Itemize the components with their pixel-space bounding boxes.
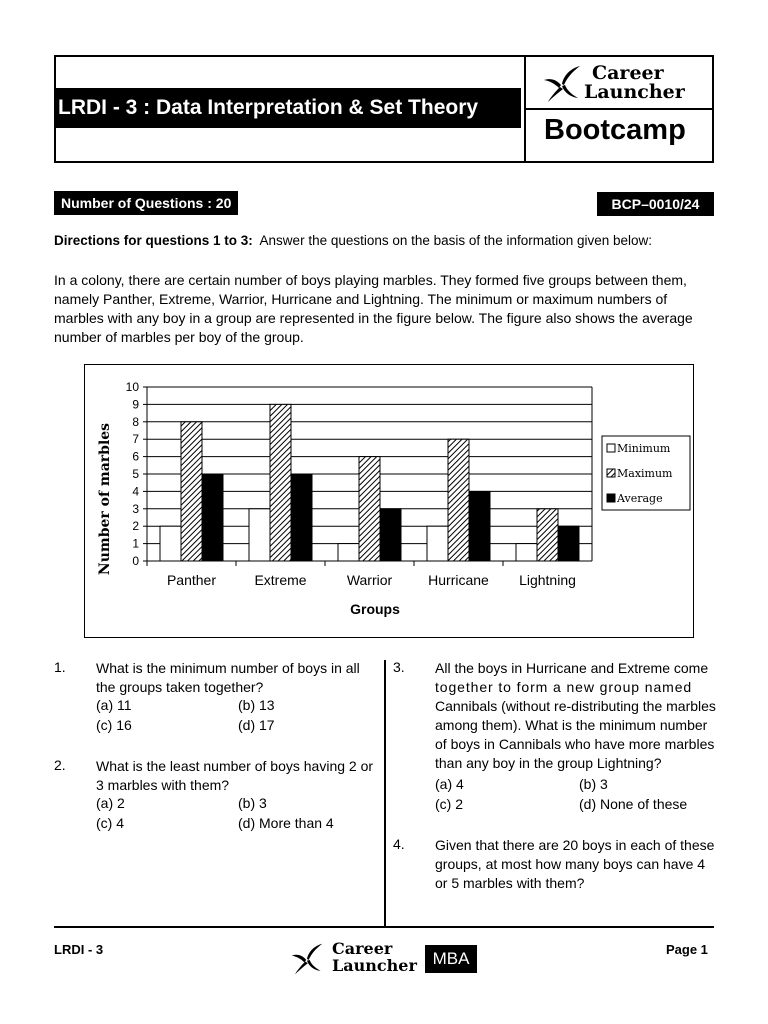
logo-swoosh-icon xyxy=(542,64,582,104)
bar-average xyxy=(291,474,312,561)
question-line: than any boy in the group Lightning? xyxy=(435,755,662,771)
legend-label: Average xyxy=(617,492,663,505)
q2-number: 2. xyxy=(54,757,66,773)
passage-line: marbles with any boy in a group are represented in the figure below. The figure also shows the average xyxy=(54,310,693,326)
passage-line: namely Panther, Extreme, Warrior, Hurricane and Lightning. The minimum or maximum numbers of xyxy=(54,291,668,307)
question-count-badge: Number of Questions : 20 xyxy=(54,191,238,215)
mba-badge: MBA xyxy=(425,945,477,973)
q2-option-d[interactable]: (d) More than 4 xyxy=(238,815,334,831)
x-tick-label: Lightning xyxy=(519,572,576,588)
legend-label: Maximum xyxy=(617,467,673,480)
q2-option-b[interactable]: (b) 3 xyxy=(238,795,267,811)
q1-option-c[interactable]: (c) 16 xyxy=(96,717,132,733)
q3-option-b[interactable]: (b) 3 xyxy=(579,776,608,792)
question-line: Cannibals (without re-distributing the marbles xyxy=(435,698,716,714)
footer-logo-line1: Career xyxy=(332,939,393,958)
logo-line1: Career xyxy=(592,62,664,84)
legend-swatch xyxy=(607,494,615,502)
question-line: Given that there are 20 boys in each of these xyxy=(435,837,715,853)
bar-maximum xyxy=(537,509,558,561)
x-tick-label: Extreme xyxy=(254,572,307,588)
career-launcher-logo xyxy=(540,62,710,104)
footer-logo xyxy=(290,940,440,978)
passage-line: In a colony, there are certain number of boys playing marbles. They formed five groups between them, xyxy=(54,272,687,288)
y-tick-label: 10 xyxy=(125,380,139,394)
q3-option-c[interactable]: (c) 2 xyxy=(435,796,463,812)
legend-swatch xyxy=(607,444,615,452)
bar-average xyxy=(202,474,223,561)
bar-maximum xyxy=(359,457,380,561)
q3-number: 3. xyxy=(393,659,405,675)
q1-option-a[interactable]: (a) 11 xyxy=(96,697,132,713)
header-hline xyxy=(524,108,714,110)
q3-option-a[interactable]: (a) 4 xyxy=(435,776,464,792)
chart-legend xyxy=(602,436,690,510)
question-line: the groups taken together? xyxy=(96,679,264,695)
question-line: of boys in Cannibals who have more marbles xyxy=(435,736,715,752)
legend-label: Minimum xyxy=(617,442,671,455)
q2-option-c[interactable]: (c) 4 xyxy=(96,815,124,831)
y-tick-label: 9 xyxy=(132,397,139,412)
footer-logo-line2: Launcher xyxy=(332,956,417,975)
bar-average xyxy=(469,491,490,561)
q1-number: 1. xyxy=(54,659,66,675)
x-tick-label: Warrior xyxy=(346,572,393,588)
directions xyxy=(54,233,714,248)
footer-section: LRDI - 3 xyxy=(54,942,104,957)
q1-option-d[interactable]: (d) 17 xyxy=(238,717,275,733)
page-title: LRDI - 3 : Data Interpretation & Set Theory xyxy=(54,88,521,128)
directions-label: Directions for questions 1 to 3: xyxy=(54,233,253,248)
bar-chart xyxy=(84,364,694,638)
bar-maximum xyxy=(270,404,291,561)
logo-line2: Launcher xyxy=(584,81,685,103)
q3-option-d[interactable]: (d) None of these xyxy=(579,796,688,812)
bar-maximum xyxy=(181,422,202,561)
question-line: All the boys in Hurricane and Extreme come xyxy=(435,660,709,676)
q4-number: 4. xyxy=(393,836,405,852)
bar-average xyxy=(380,509,401,561)
y-tick-label: 4 xyxy=(132,484,139,499)
question-line: 3 marbles with them? xyxy=(96,777,230,793)
question-line: together to form a new group named xyxy=(435,679,693,695)
page-number: Page 1 xyxy=(666,942,708,957)
paper-code-badge: BCP–0010/24 xyxy=(597,192,714,216)
program-name: Bootcamp xyxy=(544,114,686,146)
q3-text xyxy=(435,659,720,773)
q1-option-b[interactable]: (b) 13 xyxy=(238,697,275,713)
x-tick-label: Panther xyxy=(166,572,217,588)
y-tick-label: 8 xyxy=(132,414,139,429)
bar-minimum xyxy=(338,544,359,561)
logo-swoosh-icon xyxy=(290,942,324,976)
question-line: or 5 marbles with them? xyxy=(435,875,585,891)
question-line: What is the minimum number of boys in all xyxy=(96,660,360,676)
y-tick-label: 3 xyxy=(132,501,139,516)
passage xyxy=(54,271,719,347)
bar-minimum xyxy=(249,509,270,561)
column-divider xyxy=(384,660,386,926)
y-tick-label: 1 xyxy=(132,536,139,551)
q4-text xyxy=(435,836,720,893)
bar-minimum xyxy=(160,526,181,561)
footer-rule xyxy=(54,926,714,928)
question-line: What is the least number of boys having 2 or xyxy=(96,758,374,774)
bar-minimum xyxy=(427,526,448,561)
bar-average xyxy=(558,526,579,561)
question-line: among them). What is the minimum number xyxy=(435,717,708,733)
passage-line: number of marbles per boy of the group. xyxy=(54,329,304,345)
y-tick-label: 7 xyxy=(132,432,139,447)
q2-option-a[interactable]: (a) 2 xyxy=(96,795,125,811)
y-axis-label: Number of marbles xyxy=(97,422,113,576)
y-tick-label: 0 xyxy=(132,554,139,568)
y-tick-label: 5 xyxy=(132,467,139,481)
q2-text xyxy=(96,757,381,795)
legend-swatch xyxy=(607,469,615,477)
y-tick-label: 2 xyxy=(132,519,139,534)
q1-text xyxy=(96,659,381,697)
directions-text: Answer the questions on the basis of the information given below: xyxy=(259,233,653,248)
question-line: groups, at most how many boys can have 4 xyxy=(435,856,706,872)
x-tick-label: Hurricane xyxy=(428,572,489,588)
x-axis-label: Groups xyxy=(350,601,400,617)
y-tick-label: 6 xyxy=(132,449,139,464)
bar-maximum xyxy=(448,439,469,561)
bar-minimum xyxy=(516,544,537,561)
